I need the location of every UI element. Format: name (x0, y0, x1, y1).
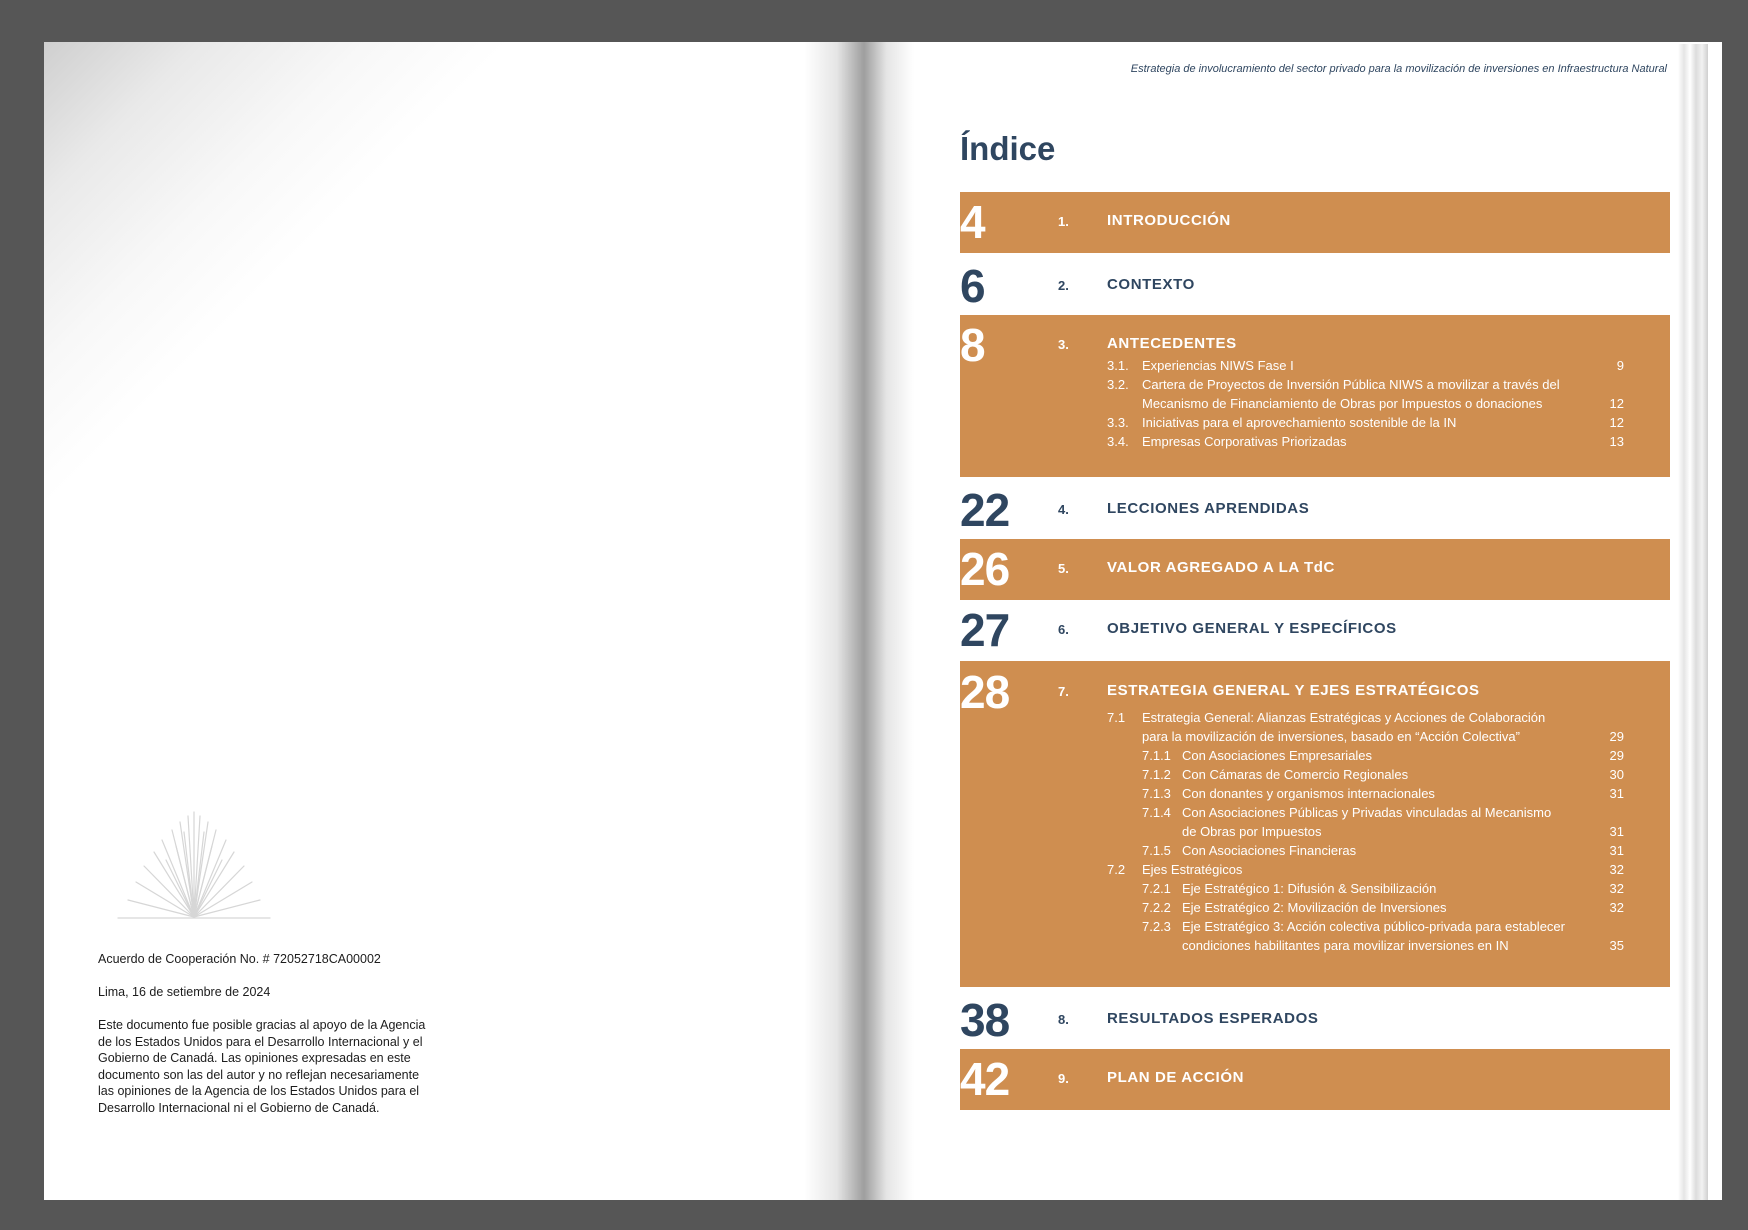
toc-item-number: 7.1.1 (1142, 748, 1171, 763)
toc-item-page: 35 (1609, 938, 1624, 953)
toc-section-page: 42 (960, 1053, 1010, 1105)
toc-section-8[interactable] (960, 987, 1670, 1049)
toc-item-number: 3.1. (1107, 358, 1129, 373)
toc-item-page: 12 (1609, 396, 1624, 411)
toc-item-number: 7.2.3 (1142, 919, 1171, 934)
toc-item-title: Eje Estratégico 3: Acción colectiva público-privada para establecer (1182, 919, 1565, 934)
toc-section-9[interactable] (960, 1049, 1670, 1110)
toc-section-number: 4. (1058, 502, 1069, 517)
toc-item-number: 3.2. (1107, 377, 1129, 392)
toc-item-number: 3.3. (1107, 415, 1129, 430)
toc-section-3[interactable] (960, 315, 1670, 477)
toc-item-number: 7.1.3 (1142, 786, 1171, 801)
toc-item-title: Eje Estratégico 2: Movilización de Inversiones (1182, 900, 1447, 915)
toc-section-4[interactable] (960, 477, 1670, 539)
toc-section-7[interactable] (960, 661, 1670, 987)
toc-item-page: 32 (1609, 881, 1624, 896)
toc-section-title: VALOR AGREGADO A LA TdC (1107, 559, 1335, 576)
toc-item-page: 13 (1609, 434, 1624, 449)
toc-item-title-cont: de Obras por Impuestos (1182, 824, 1322, 839)
toc-section-number: 7. (1058, 684, 1069, 699)
toc-item-title: Experiencias NIWS Fase I (1142, 358, 1294, 373)
toc-item-number: 7.1.4 (1142, 805, 1171, 820)
toc-section-page: 6 (960, 260, 985, 312)
toc-item-number: 7.1.2 (1142, 767, 1171, 782)
left-page (44, 42, 864, 1200)
toc-section-title: ANTECEDENTES (1107, 335, 1237, 352)
toc-section-title: INTRODUCCIÓN (1107, 212, 1231, 229)
agreement-number: Acuerdo de Cooperación No. # 72052718CA00002 (98, 952, 381, 966)
toc-section-number: 5. (1058, 561, 1069, 576)
toc-item-page: 31 (1609, 824, 1624, 839)
toc-section-page: 4 (960, 196, 985, 248)
toc-item-title-cont: para la movilización de inversiones, basado en “Acción Colectiva” (1142, 729, 1520, 744)
toc-item-number: 7.2 (1107, 862, 1126, 877)
toc-item-page: 29 (1609, 729, 1624, 744)
toc-item-number: 7.2.1 (1142, 881, 1171, 896)
plant-illustration (114, 802, 274, 922)
toc-item-page: 31 (1609, 786, 1624, 801)
toc-item-title: Ejes Estratégicos (1142, 862, 1243, 877)
toc-item-page: 32 (1609, 900, 1624, 915)
toc-section-page: 38 (960, 994, 1010, 1046)
toc-item-number: 7.1 (1107, 710, 1126, 725)
toc-item-title: Con donantes y organismos internacionales (1182, 786, 1435, 801)
toc-section-1[interactable] (960, 192, 1670, 253)
toc-section-number: 6. (1058, 622, 1069, 637)
toc-section-title: OBJETIVO GENERAL Y ESPECÍFICOS (1107, 620, 1397, 637)
toc-item-title: Con Asociaciones Empresariales (1182, 748, 1373, 763)
toc-section-number: 9. (1058, 1071, 1069, 1086)
toc-title: Índice (960, 130, 1056, 167)
toc-section-page: 27 (960, 604, 1010, 656)
toc-item-title: Empresas Corporativas Priorizadas (1142, 434, 1347, 449)
toc-item-number: 3.4. (1107, 434, 1129, 449)
toc-section-number: 8. (1058, 1012, 1069, 1027)
toc-section-number: 3. (1058, 337, 1069, 352)
toc-item-title-cont: Mecanismo de Financiamiento de Obras por Impuestos o donaciones (1142, 396, 1543, 411)
toc-item-page: 30 (1609, 767, 1624, 782)
toc-item-page: 12 (1609, 415, 1624, 430)
toc-item-number: 7.2.2 (1142, 900, 1171, 915)
toc-item-title: Iniciativas para el aprovechamiento sostenible de la IN (1142, 415, 1457, 430)
page-edge (1678, 44, 1708, 1200)
toc-item-number: 7.1.5 (1142, 843, 1171, 858)
toc-item-title: Con Asociaciones Financieras (1182, 843, 1357, 858)
toc-section-2[interactable] (960, 253, 1670, 315)
toc-section-title: CONTEXTO (1107, 276, 1195, 293)
toc-section-5[interactable] (960, 539, 1670, 600)
toc-item-title: Con Cámaras de Comercio Regionales (1182, 767, 1409, 782)
right-page (864, 42, 1722, 1200)
disclaimer-text: Este documento fue posible gracias al apoyo de la Agencia de los Estados Unidos para el Desarrollo Internacional y el Gobierno de Canadá. Las opiniones expresadas en este documento son las del autor y no reflejan necesariamente las opiniones de la Agencia de los Estados Unidos para el Desarrollo Internacional ni el Gobierno de Canadá. (98, 1018, 426, 1115)
toc-section-page: 22 (960, 484, 1010, 536)
toc-item-title: Estrategia General: Alianzas Estratégicas y Acciones de Colaboración (1142, 710, 1546, 725)
toc-item-title: Con Asociaciones Públicas y Privadas vinculadas al Mecanismo (1182, 805, 1552, 820)
toc-section-title: LECCIONES APRENDIDAS (1107, 500, 1310, 517)
toc-section-title: RESULTADOS ESPERADOS (1107, 1010, 1319, 1027)
toc-section-page: 8 (960, 319, 985, 371)
toc-section-number: 1. (1058, 214, 1069, 229)
running-head: Estrategia de involucramiento del sector privado para la movilización de inversiones en Infraestructura Natural (1130, 63, 1667, 75)
toc-section-6[interactable] (960, 600, 1670, 661)
toc-item-title: Eje Estratégico 1: Difusión & Sensibilización (1182, 881, 1437, 896)
toc-section-page: 28 (960, 666, 1010, 718)
toc-section-title: ESTRATEGIA GENERAL Y EJES ESTRATÉGICOS (1107, 682, 1480, 699)
place-date: Lima, 16 de setiembre de 2024 (98, 985, 271, 999)
toc-section-page: 26 (960, 543, 1010, 595)
toc-item-title: Cartera de Proyectos de Inversión Pública NIWS a movilizar a través del (1142, 377, 1560, 392)
open-book (44, 42, 1708, 1200)
toc-item-page: 32 (1609, 862, 1624, 877)
toc-item-title-cont: condiciones habilitantes para movilizar inversiones en IN (1182, 938, 1509, 953)
toc-item-page: 9 (1616, 358, 1624, 373)
toc-item-page: 29 (1609, 748, 1624, 763)
toc-item-page: 31 (1609, 843, 1624, 858)
toc-section-title: PLAN DE ACCIÓN (1107, 1069, 1245, 1086)
toc-section-number: 2. (1058, 278, 1069, 293)
